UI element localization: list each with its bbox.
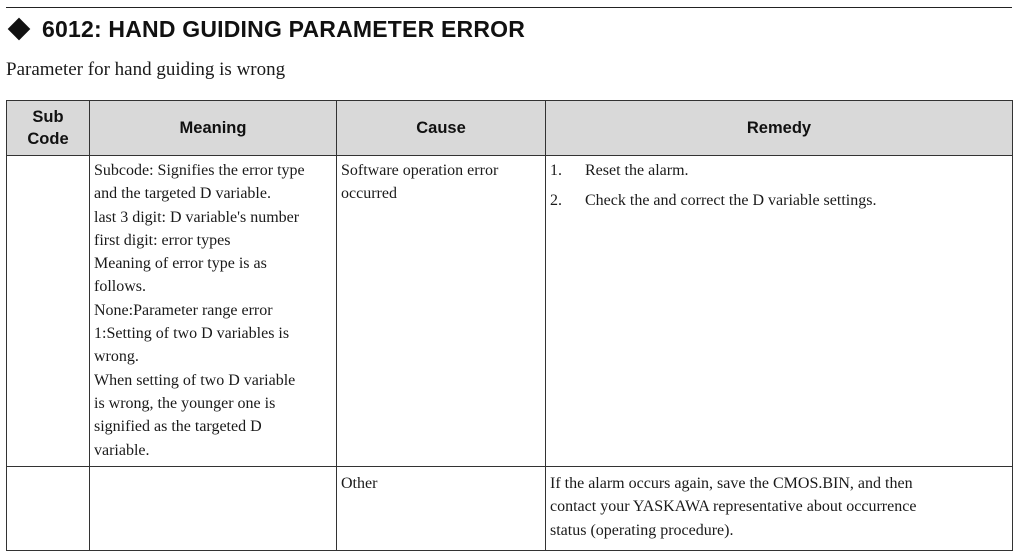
cause-line: occurred [341,185,397,203]
error-table [6,100,1013,551]
cell-remedy [546,156,1013,467]
header-sub-code [7,101,90,156]
meaning-line: last 3 digit: D variable's number [94,208,300,226]
meaning-line: Subcode: Signifies the error type [94,162,305,179]
meaning-line: follows. [94,278,146,296]
header-sub-code-line1: Sub [32,108,64,126]
meaning-line: is wrong, the younger one is [94,394,276,412]
header-sub-code-line2: Code [27,130,69,148]
cell-cause [337,467,546,551]
cell-remedy [546,467,1013,551]
meaning-line: wrong. [94,348,139,366]
remedy-step-text: Check the and correct the D variable settings. [585,192,877,209]
cell-cause [337,156,546,467]
cell-meaning [90,156,337,467]
header-remedy: Remedy [546,101,1013,156]
error-heading [6,12,525,46]
diamond-bullet-icon [8,18,31,41]
header-cause: Cause [337,101,546,156]
remedy-line: If the alarm occurs again, save the CMOS.BIN, and then [550,475,913,492]
table-row [7,467,1013,551]
meaning-line: None:Parameter range error [94,301,273,319]
meaning-line: 1:Setting of two D variables is [94,325,290,343]
meaning-line: and the targeted D variable. [94,185,271,203]
remedy-step-number: 1. [550,162,562,179]
meaning-line: When setting of two D variable [94,371,296,389]
remedy-step-number: 2. [550,192,562,209]
cell-sub-code [7,156,90,467]
remedy-line: status (operating procedure). [550,521,734,539]
remedy-step [550,189,1008,212]
error-title: 6012: HAND GUIDING PARAMETER ERROR [42,15,526,42]
remedy-step-text: Reset the alarm. [585,162,689,179]
meaning-line: first digit: error types [94,231,231,249]
cell-meaning [90,467,337,551]
meaning-line: Meaning of error type is as [94,255,267,273]
error-description: Parameter for hand guiding is wrong [6,59,286,80]
cause-line: Software operation error [341,162,499,179]
cause-line: Other [341,475,378,492]
remedy-steps [550,159,1008,212]
header-meaning: Meaning [90,101,337,156]
cell-sub-code [7,467,90,551]
remedy-step [550,159,1008,182]
meaning-line: variable. [94,441,150,459]
remedy-line: contact your YASKAWA representative about occurrence [550,498,917,516]
table-header-row [7,101,1013,156]
top-rule [6,7,1012,8]
meaning-line: signified as the targeted D [94,418,262,436]
table-row [7,156,1013,467]
